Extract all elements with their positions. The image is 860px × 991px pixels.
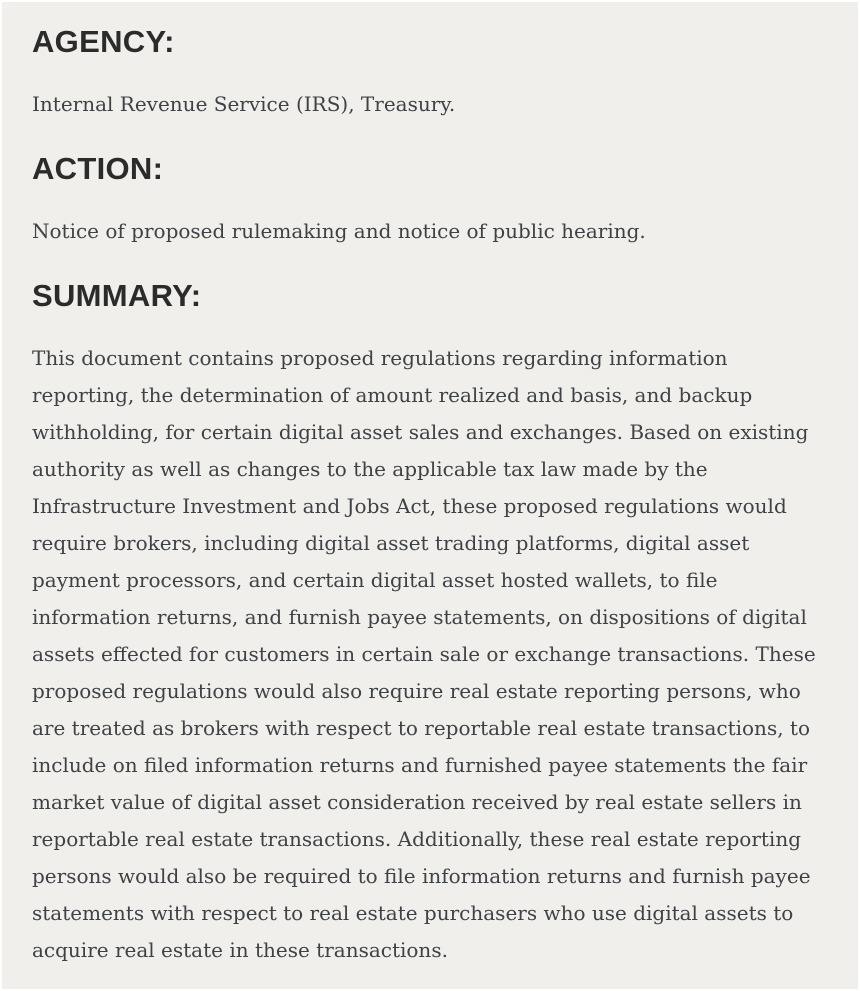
section-agency <box>32 23 830 123</box>
summary-heading: SUMMARY: <box>32 278 202 313</box>
action-body-text: Notice of proposed rulemaking and notice of public hearing. <box>32 219 646 243</box>
agency-body-text: Internal Revenue Service (IRS), Treasury. <box>32 92 456 116</box>
document-page <box>2 2 858 989</box>
section-summary <box>32 277 830 969</box>
summary-body-text: This document contains proposed regulations regarding information reporting, the determination of amount realized and basis, and backup withholding, for certain digital asset sales and exchanges. Based on existing authority as well as changes to the applicable tax law made by the Infrastructure Investment and Jobs Act, these proposed regulations would require brokers, including digital asset trading platforms, digital asset payment processors, and certain digital asset hosted wallets, to file information returns, and furnish payee statements, on dispositions of digital assets effected for customers in certain sale or exchange transactions. These proposed regulations would also require real estate reporting persons, who are treated as brokers with respect to reportable real estate transactions, to include on filed information returns and furnished payee statements the fair market value of digital asset consideration received by real estate sellers in reportable real estate transactions. Additionally, these real estate reporting persons would also be required to file information returns and furnish payee statements with respect to real estate purchasers who use digital assets to acquire real estate in these transactions. <box>32 346 816 962</box>
agency-heading: AGENCY: <box>32 24 175 59</box>
section-action <box>32 150 830 250</box>
action-heading: ACTION: <box>32 151 164 186</box>
